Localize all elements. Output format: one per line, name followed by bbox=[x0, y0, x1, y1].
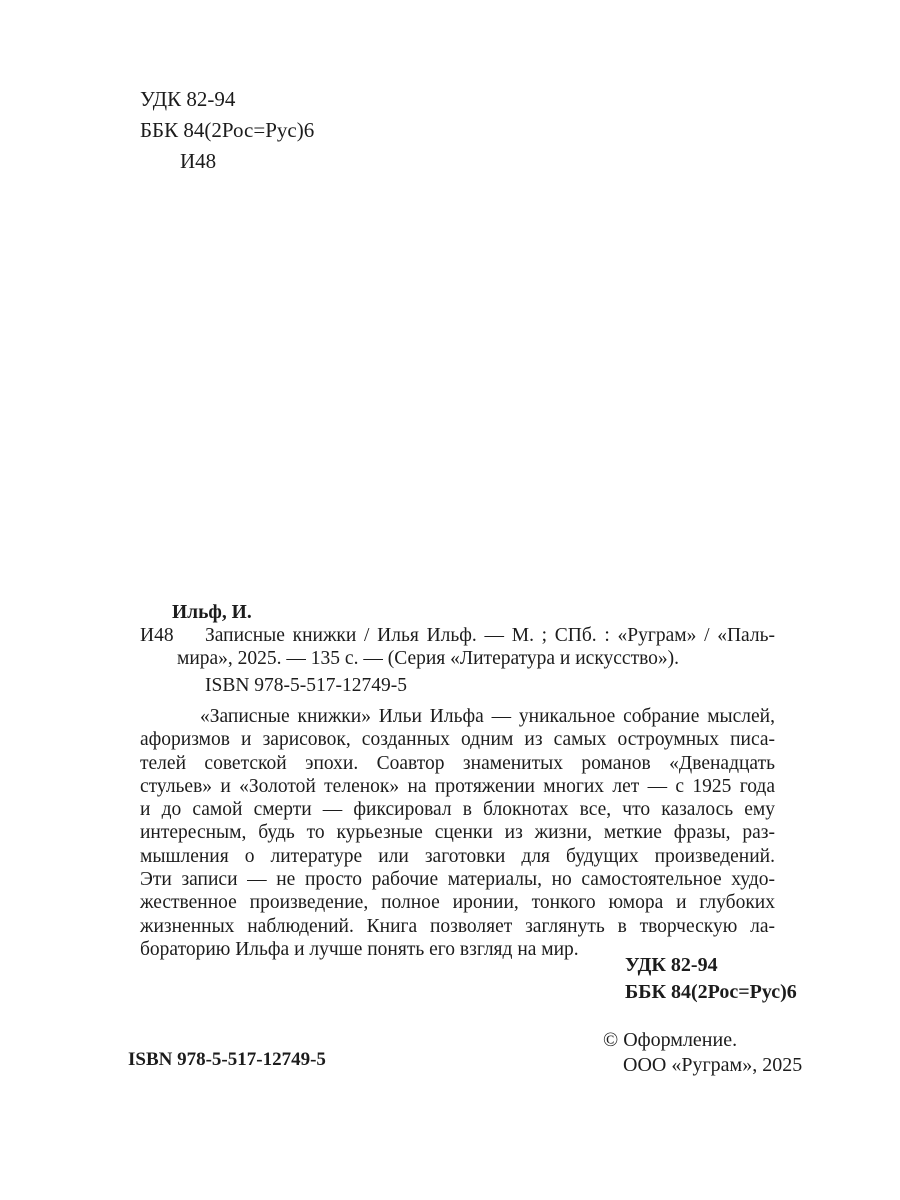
catalog-author: Ильф, И. bbox=[172, 602, 252, 623]
annotation-line: Эти записи — не просто рабочие материалы, но самостоятельное худо- bbox=[140, 869, 775, 891]
copyright-publisher-line: ООО «Руграм», 2025 bbox=[623, 1054, 803, 1076]
copyright-design-line: © Оформление. bbox=[603, 1029, 738, 1051]
catalog-entry-line1-wrap bbox=[140, 624, 775, 647]
top-codes-block bbox=[140, 84, 314, 177]
annotation-line: жественное произведение, полное иронии, тонкого юмора и глубоких bbox=[140, 892, 775, 914]
catalog-author-code: И48 bbox=[140, 625, 174, 646]
annotation-line: афоризмов и зарисовок, созданных одним из самых остроумных писа- bbox=[140, 729, 775, 751]
catalog-card bbox=[140, 601, 775, 697]
author-sign-code: И48 bbox=[180, 149, 217, 173]
annotation-line: бораторию Ильфа и лучше понять его взгляд на мир. bbox=[140, 938, 579, 960]
annotation-line: телей советской эпохи. Соавтор знаменитых романов «Двенадцать bbox=[140, 752, 775, 774]
annotation-line: «Записные книжки» Ильи Ильфа — уникальное собрание мыслей, bbox=[200, 706, 775, 727]
catalog-entry-line2: мира», 2025. — 135 с. — (Серия «Литература и искусство»). bbox=[177, 648, 680, 669]
bottom-codes-block bbox=[625, 952, 797, 1006]
copyright-notice bbox=[603, 1028, 802, 1078]
udc-code: УДК 82-94 bbox=[140, 87, 236, 111]
bottom-udc-code: УДК 82-94 bbox=[625, 954, 718, 976]
annotation-paragraph bbox=[140, 705, 775, 961]
annotation-line: жизненных наблюдений. Книга позволяет заглянуть в творческую ла- bbox=[140, 915, 775, 937]
annotation-line: мышления о литературе или заготовки для будущих произведений. bbox=[140, 845, 775, 867]
catalog-isbn: ISBN 978-5-517-12749-5 bbox=[205, 675, 408, 696]
bottom-bbk-code: ББК 84(2Рос=Рус)6 bbox=[625, 981, 797, 1003]
annotation-line: стульев» и «Золотой теленок» на протяжении многих лет — с 1925 года bbox=[140, 775, 775, 797]
annotation-line: интересным, будь то курьезные сценки из жизни, меткие фразы, раз- bbox=[140, 822, 775, 844]
catalog-entry-line1: Записные книжки / Илья Ильф. — М. ; СПб. : «Руграм» / «Паль- bbox=[205, 625, 775, 646]
bbk-code: ББК 84(2Рос=Рус)6 bbox=[140, 118, 315, 142]
annotation-line: и до самой смерти — фиксировал в блокнотах все, что казалось ему bbox=[140, 799, 775, 821]
footer-isbn: ISBN 978-5-517-12749-5 bbox=[128, 1049, 326, 1070]
